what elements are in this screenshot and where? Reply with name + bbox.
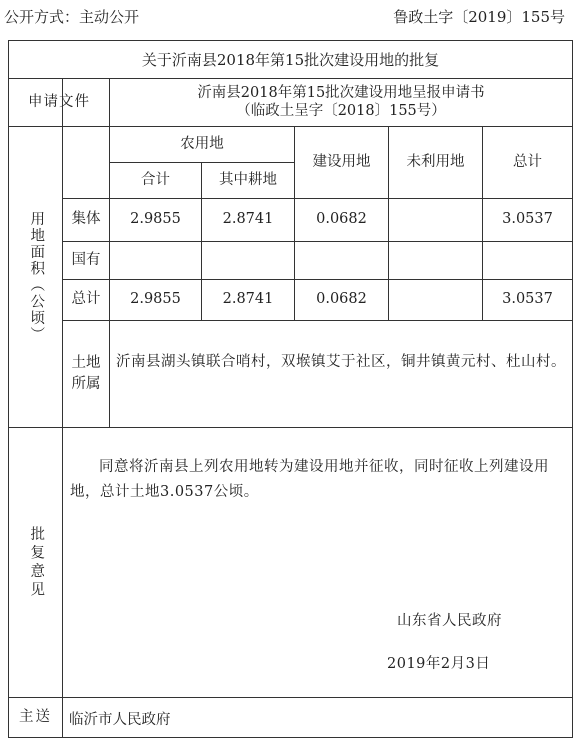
approval-date: 2019年2月3日 (387, 656, 491, 672)
row-name: 集体 (71, 211, 101, 228)
recipient-label: 主送 (19, 708, 52, 725)
header-farmland: 农用地 (180, 135, 224, 152)
approval-text: 同意将沂南县上列农用地转为建设用地并征收，同时征收上列建设用地，总计土地3.0537公顷。 (70, 459, 549, 501)
application-document (110, 79, 572, 126)
recipient-value: 临沂市人民政府 (69, 712, 171, 728)
row-unused (389, 280, 482, 320)
row-total (483, 242, 572, 279)
row-unused (389, 242, 482, 279)
row-construction: 0.0682 (316, 211, 367, 228)
row-total: 3.0537 (502, 211, 553, 228)
row-construction: 0.0682 (316, 291, 367, 308)
header-unused: 未利用地 (406, 153, 465, 170)
application-line1: 沂南县2018年第15批次建设用地呈报申请书 (197, 85, 485, 102)
row-subtotal: 2.9855 (130, 291, 181, 308)
land-location-label-line2: 所属 (71, 376, 101, 392)
header-subtotal: 合计 (141, 171, 170, 188)
land-location-value: 沂南县湖头镇联合哨村，双堠镇艾于社区，铜井镇黄元村、杜山村。 (116, 354, 566, 370)
row-construction (295, 242, 388, 279)
approval-signer: 山东省人民政府 (397, 613, 502, 629)
header-construction: 建设用地 (312, 153, 371, 170)
document-title: 关于沂南县2018年第15批次建设用地的批复 (141, 50, 440, 69)
land-location-label-line1: 土地 (71, 354, 101, 371)
row-unused (389, 199, 482, 241)
header-cultivated: 其中耕地 (219, 171, 277, 188)
approval-label: 批复意见 (28, 525, 45, 600)
row-subtotal (110, 242, 201, 279)
row-cultivated: 2.8741 (222, 211, 274, 228)
application-label: 申请文件 (28, 93, 90, 110)
land-location-label (63, 321, 109, 427)
row-name: 总计 (71, 291, 101, 308)
row-cultivated: 2.8741 (222, 291, 274, 308)
row-total: 3.0537 (502, 291, 553, 308)
row-name: 国有 (71, 251, 101, 268)
public-mode: 公开方式：主动公开 (4, 8, 140, 26)
header-total: 总计 (513, 153, 542, 170)
document-number: 鲁政土字〔2019〕155号 (393, 8, 565, 26)
area-section-label: 用地面积（公顷） (28, 211, 45, 343)
row-cultivated (202, 242, 294, 279)
application-line2: （临政土呈字〔2018〕155号） (236, 102, 446, 119)
row-subtotal: 2.9855 (130, 211, 181, 228)
